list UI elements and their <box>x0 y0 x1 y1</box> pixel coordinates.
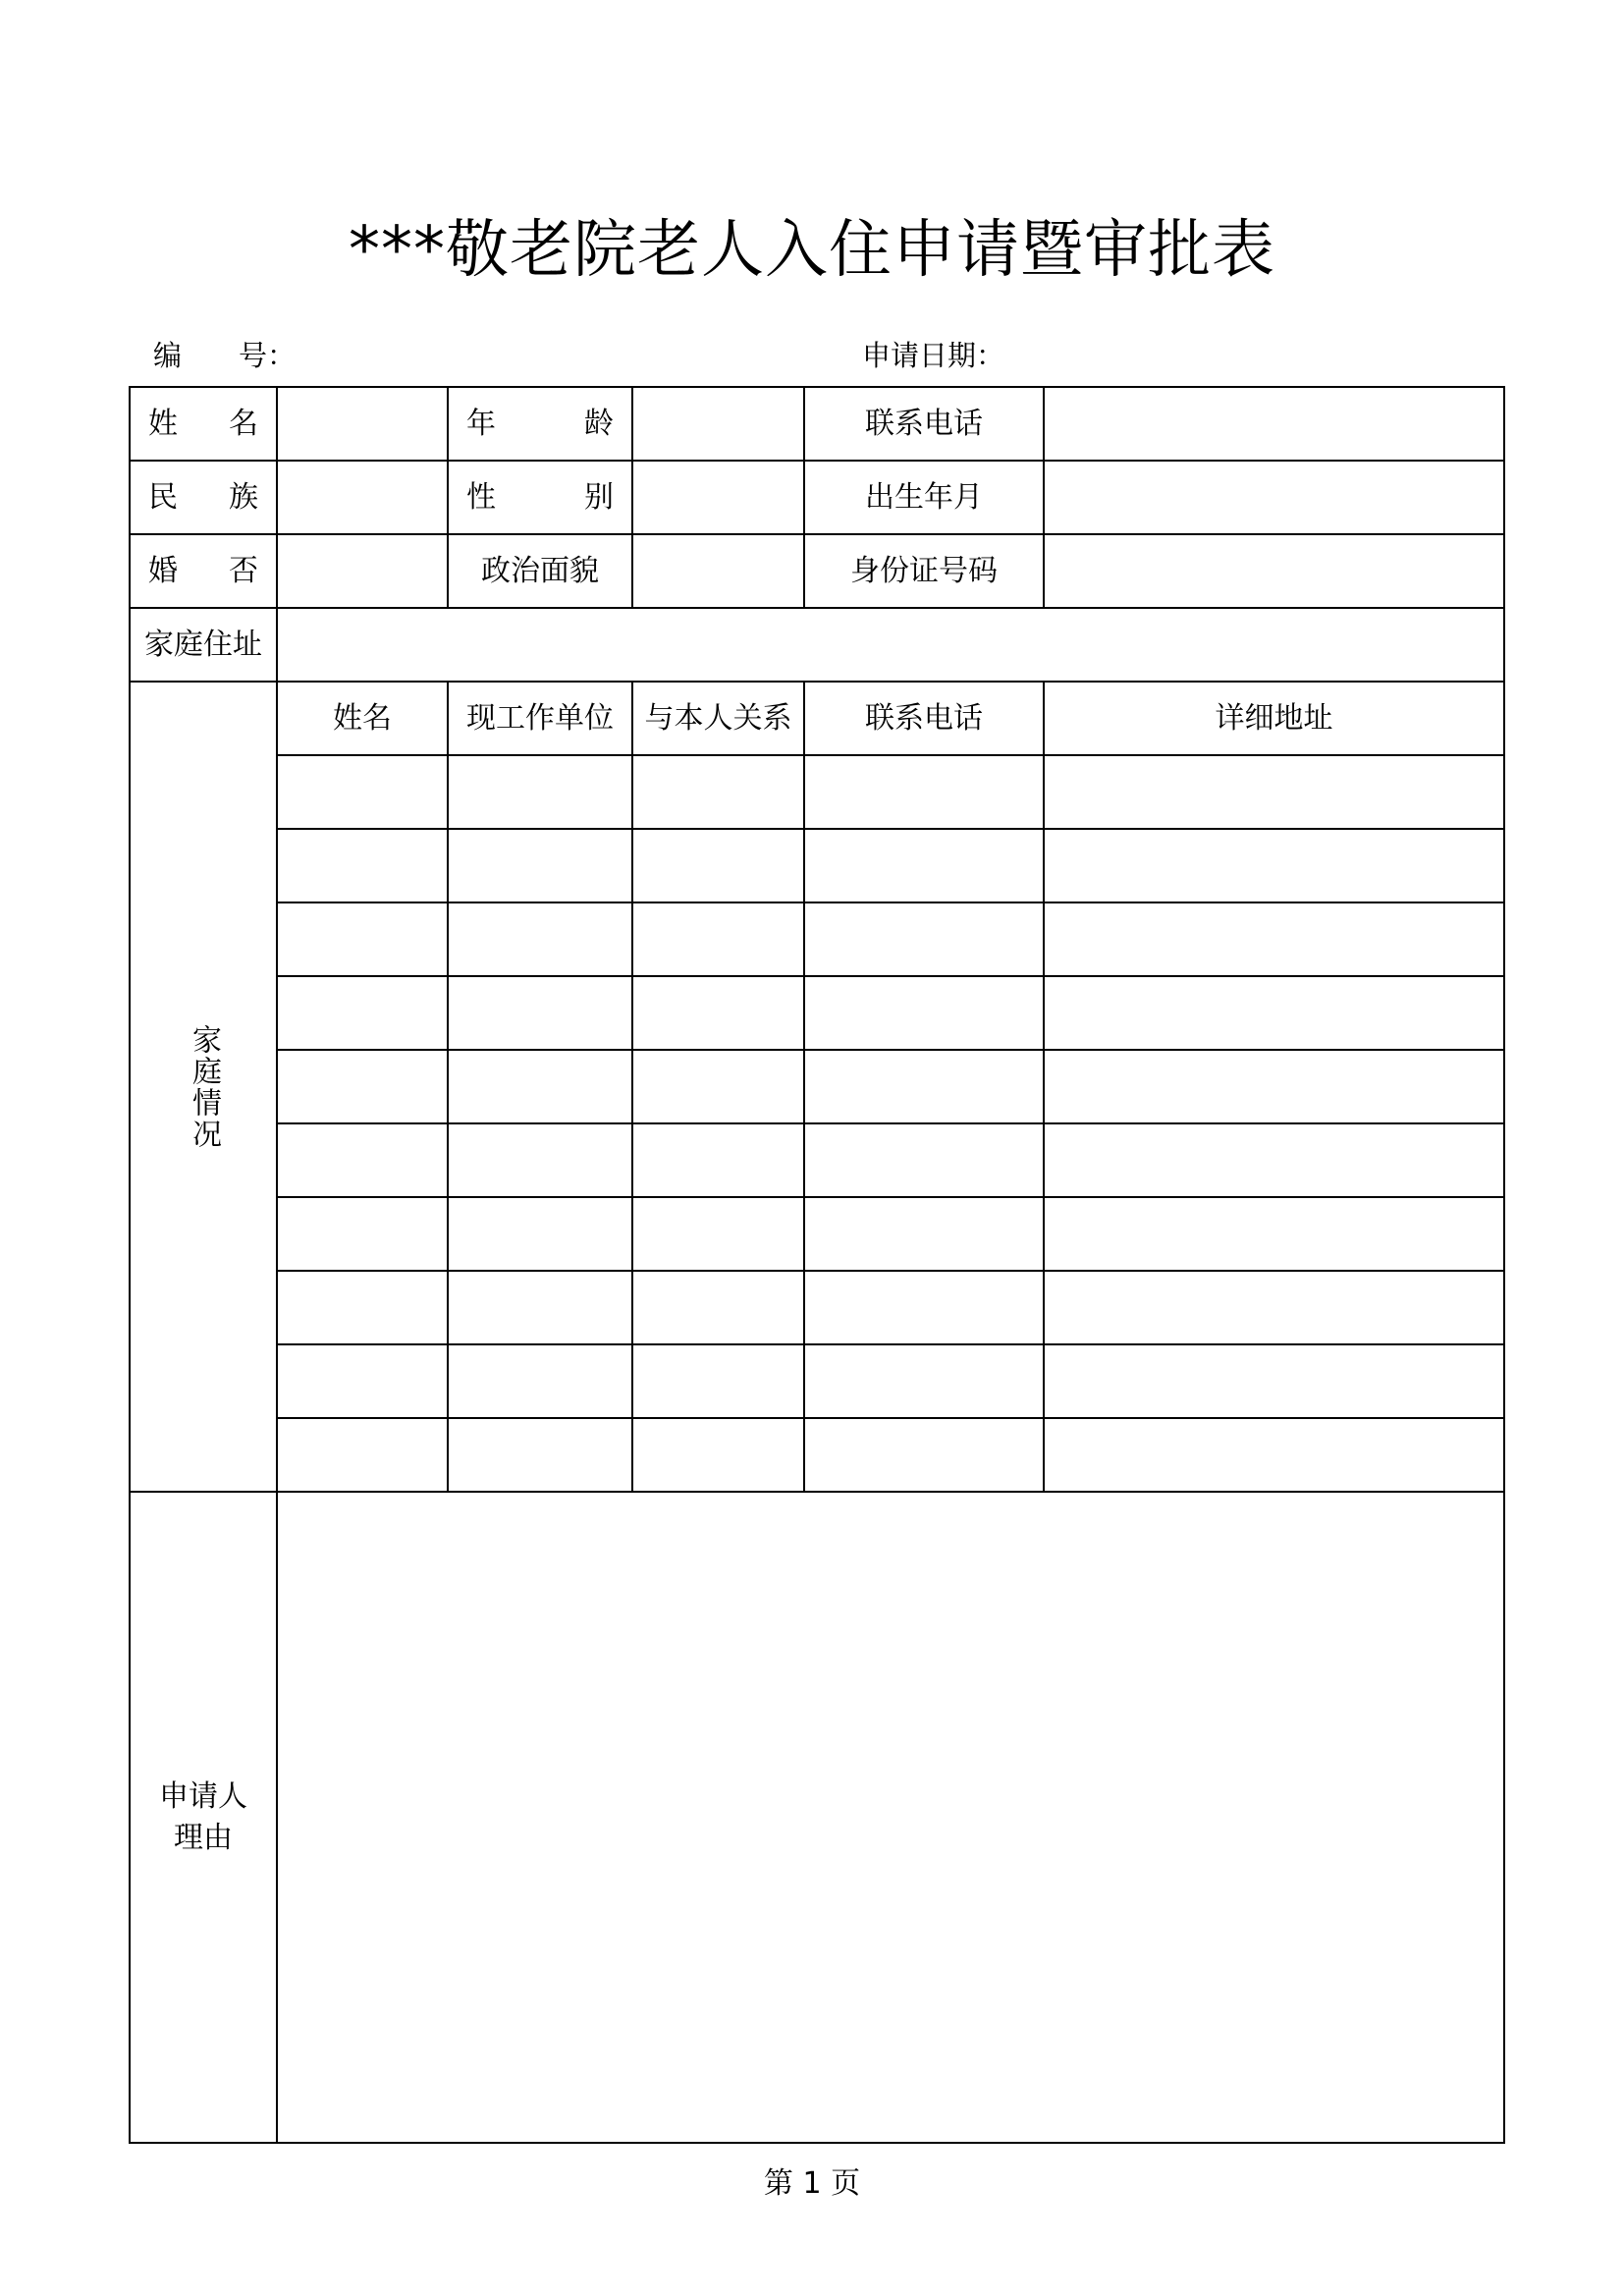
applicant-reason-field[interactable] <box>278 1493 1503 2142</box>
age-label <box>449 388 631 460</box>
political-status-field[interactable] <box>633 535 803 607</box>
gender-label <box>449 462 631 533</box>
ethnicity-label <box>131 462 276 533</box>
phone-label: 联系电话 <box>865 406 983 441</box>
label-character: 姓 <box>148 406 178 441</box>
home-address-field[interactable] <box>278 609 1503 681</box>
marital-status-label <box>131 535 276 607</box>
label-character: 婚 <box>148 553 178 588</box>
label-character: 否 <box>229 553 258 588</box>
family-header-relationship: 与本人关系 <box>644 700 792 736</box>
application-form-table <box>129 386 1505 2144</box>
family-header-workplace: 现工作单位 <box>466 700 614 736</box>
label-character: 别 <box>584 479 614 515</box>
applicant-reason-label: 申请人理由 <box>159 1778 247 1855</box>
page-number: 第 1 页 <box>763 2166 861 2201</box>
family-members-entry-area[interactable] <box>278 756 1503 1491</box>
id-number-field[interactable] <box>1045 535 1503 607</box>
political-status-label: 政治面貌 <box>481 553 599 588</box>
label-character: 名 <box>229 406 258 441</box>
home-address-label: 家庭住址 <box>144 627 262 662</box>
id-number-label: 身份证号码 <box>850 553 998 588</box>
application-date-label: 申请日期： <box>862 339 1005 372</box>
gender-field[interactable] <box>633 462 803 533</box>
family-situation-label: 家庭情况 <box>187 1023 221 1150</box>
label-character: 年 <box>466 406 496 441</box>
label-character: 族 <box>229 479 258 515</box>
family-header-phone: 联系电话 <box>865 700 983 736</box>
ethnicity-field[interactable] <box>278 462 447 533</box>
number-label: 编 号： <box>153 339 297 372</box>
phone-field[interactable] <box>1045 388 1503 460</box>
family-header-name: 姓名 <box>333 700 392 736</box>
birth-date-label: 出生年月 <box>865 479 983 515</box>
marital-status-field[interactable] <box>278 535 447 607</box>
name-label <box>131 388 276 460</box>
form-title: ***敬老院老人入住申请暨审批表 <box>349 214 1275 287</box>
label-character: 龄 <box>584 406 614 441</box>
label-character: 民 <box>148 479 178 515</box>
name-field[interactable] <box>278 388 447 460</box>
age-field[interactable] <box>633 388 803 460</box>
label-character: 性 <box>466 479 496 515</box>
birth-date-field[interactable] <box>1045 462 1503 533</box>
family-header-address: 详细地址 <box>1215 700 1333 736</box>
